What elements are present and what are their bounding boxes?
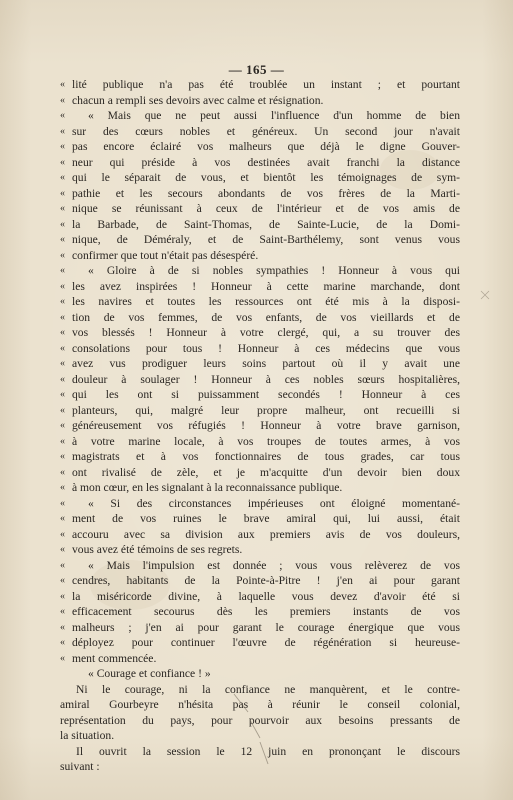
quote-mark: « <box>60 79 65 90</box>
text-line <box>60 496 460 512</box>
line-text: les avez inspirées ! Honneur à cette marine marchande, dont <box>72 279 460 293</box>
line-text: vos blessés ! Honneur à votre clergé, qui, a su trouver des <box>72 326 460 339</box>
line-text: « Si des circonstances impérieuses ont éloigné momentané- <box>88 496 460 510</box>
line-text: avez vus prodiguer leurs soins partout où il y avait une <box>72 357 460 370</box>
line-text: lité publique n'a pas été troublée un instant ; et pourtant <box>72 78 460 91</box>
line-text: planteurs, qui, malgré leur propre malheur, ont recueilli si <box>72 403 460 417</box>
quote-mark: « <box>60 327 65 338</box>
line-text: cendres, habitants de la Pointe-à-Pitre ! j'en ai pour garant <box>72 574 460 587</box>
line-text: pas encore éclairé vos malheurs que déjà le digne Gouver- <box>72 140 460 153</box>
text-line <box>60 341 460 357</box>
line-text: la Barbade, de Saint-Thomas, de Sainte-Lucie, de la Domi- <box>72 217 460 231</box>
text-line <box>60 651 460 667</box>
text-line <box>60 77 460 93</box>
line-text: Ni le courage, ni la confiance ne manquèrent, et le contre- <box>76 682 460 696</box>
quote-mark: « <box>60 389 65 400</box>
text-line <box>60 155 460 171</box>
text-line <box>60 356 460 372</box>
line-text: généreusement vos réfugiés ! Honneur à votre brave garnison, <box>72 419 460 432</box>
text-line <box>60 124 460 140</box>
quote-mark: « <box>60 420 65 431</box>
line-text: ment commencée. <box>72 651 157 665</box>
quote-mark: « <box>60 187 65 199</box>
quote-mark: « <box>60 575 65 586</box>
line-text: amiral Gourbeyre n'hésita pas à réunir le conseil colonial, <box>60 698 460 711</box>
text-line <box>60 325 460 341</box>
text-line <box>60 480 460 496</box>
text-line <box>60 604 460 620</box>
text-line <box>60 527 460 543</box>
quote-mark: « <box>60 358 65 369</box>
quote-mark: « <box>60 652 65 664</box>
text-line <box>60 465 460 481</box>
line-text: « Gloire à de si nobles sympathies ! Honneur à vous qui <box>88 264 460 277</box>
line-text: déployez pour continuer l'œuvre de régénération si heureuse- <box>72 636 460 649</box>
text-line <box>60 263 460 279</box>
text-line <box>60 232 460 248</box>
quote-mark: « <box>60 311 65 323</box>
text-line <box>60 186 460 202</box>
text-line <box>60 558 460 574</box>
text-line <box>60 620 460 636</box>
line-text: efficacement secourus dès les premiers instants de vos <box>72 605 460 618</box>
ink-speck <box>478 288 492 302</box>
line-text: accouru avec sa division aux premiers avis de vos douleurs, <box>72 527 460 541</box>
quote-mark: « <box>60 637 65 648</box>
text-line <box>60 635 460 651</box>
line-text: malheurs ; j'en ai pour garant le courage énergique que vous <box>72 620 460 634</box>
line-text: douleur à soulager ! Honneur à ces nobles sœurs hospitalières, <box>72 372 460 386</box>
quote-mark: « <box>60 466 65 478</box>
quote-mark: « <box>60 296 65 307</box>
quote-mark: « <box>60 559 65 571</box>
line-text: ont rivalisé de zèle, et je m'acquitte d'un devoir bien doux <box>72 465 460 479</box>
quote-mark: « <box>60 342 65 354</box>
text-line <box>60 573 460 589</box>
text-line <box>60 170 460 186</box>
line-text: « Courage et confiance ! » <box>88 667 211 680</box>
text-line <box>60 387 460 403</box>
quote-mark: « <box>60 265 65 276</box>
page-number: — 165 — <box>228 62 285 77</box>
quote-mark: « <box>60 234 65 245</box>
line-text: confirmer que tout n'était pas désespéré. <box>72 248 259 262</box>
text-line <box>60 589 460 605</box>
line-text: vous avez été témoins de ses regrets. <box>72 543 243 556</box>
quote-mark: « <box>60 621 65 633</box>
text-line <box>60 418 460 434</box>
text-line <box>60 248 460 264</box>
text-line <box>60 666 460 682</box>
quote-mark: « <box>60 451 65 462</box>
text-line <box>60 139 460 155</box>
text-line <box>60 108 460 124</box>
quote-mark: « <box>60 94 65 106</box>
quote-mark: « <box>60 404 65 416</box>
line-text: pathie et les secours abondants de vos frères de la Marti- <box>72 186 460 200</box>
line-text: consolations pour tous ! Honneur à ces médecins que vous <box>72 341 460 355</box>
line-text: neur qui préside à vos destinées avait franchi la distance <box>72 155 460 169</box>
text-line <box>60 434 460 450</box>
line-text: magistrats et à vos fonctionnaires de tous grades, car tous <box>72 450 460 463</box>
text-line <box>60 310 460 326</box>
quote-mark: « <box>60 606 65 617</box>
quote-mark: « <box>60 141 65 152</box>
line-text: suivant : <box>60 760 100 773</box>
line-text: « Mais l'impulsion est donnée ; vous vous relèverez de vos <box>88 558 460 572</box>
text-line <box>60 511 460 527</box>
quote-mark: « <box>60 528 65 540</box>
line-text: chacun a rempli ses devoirs avec calme et résignation. <box>72 93 324 107</box>
text-line <box>60 201 460 217</box>
quote-mark: « <box>60 249 65 261</box>
line-text: à votre marine locale, à vos troupes de toutes armes, à vos <box>72 434 460 448</box>
quote-mark: « <box>60 513 65 524</box>
line-text: la situation. <box>60 729 115 742</box>
quote-mark: « <box>60 110 65 121</box>
text-line <box>60 372 460 388</box>
line-text: nique, de Déméraly, et de Saint-Barthélemy, sont venus vous <box>72 233 460 246</box>
text-line <box>60 403 460 419</box>
quote-mark: « <box>60 203 65 214</box>
quote-mark: « <box>60 590 65 602</box>
quote-mark: « <box>60 280 65 292</box>
text-line <box>60 93 460 109</box>
line-text: la miséricorde divine, à laquelle vous devez d'avoir été si <box>72 589 460 603</box>
pencil-mark <box>230 690 280 770</box>
line-text: nique se réunissant à ceux de l'intérieur et de vos amis de <box>72 202 460 215</box>
text-line <box>60 279 460 295</box>
line-text: ment de vos ruines le brave amiral qui, lui aussi, était <box>72 512 460 525</box>
quote-mark: « <box>60 218 65 230</box>
line-text: sur des cœurs nobles et généreux. Un second jour n'avait <box>72 124 460 138</box>
line-text: tion de vos femmes, de vos enfants, de vos vieillards et de <box>72 310 460 324</box>
line-text: les navires et toutes les ressources ont été mis à la disposi- <box>72 295 460 308</box>
quote-mark: « <box>60 172 65 183</box>
text-line <box>60 217 460 233</box>
quote-mark: « <box>60 497 65 509</box>
body-text <box>60 77 460 775</box>
line-text: qui les ont si puissamment secondés ! Honneur à ces <box>72 388 460 401</box>
quote-mark: « <box>60 435 65 447</box>
quote-mark: « <box>60 482 65 493</box>
line-text: représentation du pays, pour pourvoir aux besoins pressants de <box>60 713 460 727</box>
quote-mark: « <box>60 125 65 137</box>
line-text: Il ouvrit la session le 12 juin en prononçant le discours <box>76 744 460 758</box>
line-text: « Mais que ne peut aussi l'influence d'un homme de bien <box>88 109 460 122</box>
line-text: à mon cœur, en les signalant à la reconnaissance publique. <box>72 481 343 494</box>
quote-mark: « <box>60 373 65 385</box>
text-line <box>60 294 460 310</box>
quote-mark: « <box>60 156 65 168</box>
text-line <box>60 449 460 465</box>
quote-mark: « <box>60 544 65 555</box>
line-text: qui le séparait de vous, et bientôt les témoignages de sym- <box>72 171 460 184</box>
text-line <box>60 542 460 558</box>
